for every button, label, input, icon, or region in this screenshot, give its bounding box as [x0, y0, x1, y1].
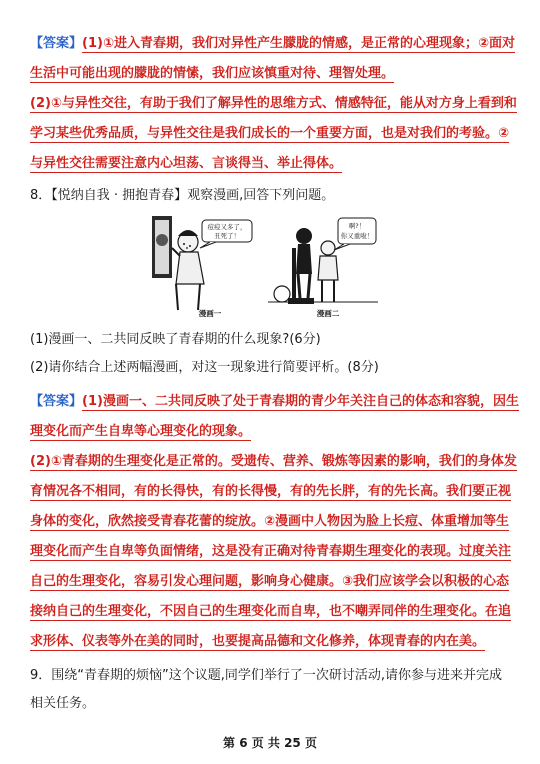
answer-text: 生活中可能出现的朦胧的情愫，我们应该慎重对待、理智处理。: [30, 66, 395, 81]
person-body: [176, 252, 204, 284]
answer2-line1: [30, 392, 520, 412]
speech-bubble-1-text: 痘痘又多了，丑死了！: [207, 223, 247, 240]
answer-text: 理变化而产生自卑等负面情绪，这是没有正确对待青春期生理变化的表现。过度关注: [30, 544, 512, 559]
answer-text: 自己的生理变化，容易引发心理问题，影响身心健康。③我们应该学会以积极的心态: [30, 574, 510, 589]
comic-figure: [150, 214, 380, 320]
answer-text: (2)①与异性交往，有助于我们了解异性的思维方式、情感特征，能从对方身上看到和: [30, 96, 517, 111]
answer2-line8: [30, 602, 520, 622]
question-8-title: 8．【悦纳自我 · 拥抱青春】观察漫画,回答下列问题。: [30, 188, 335, 203]
answer2-line7: [30, 572, 520, 592]
person-b-body: [318, 256, 338, 280]
person-hair: [178, 230, 198, 236]
answer-text: 求形体、仪表等外在美的同时，也要提高品德和文化修养，体现青春的内在美。: [30, 634, 486, 649]
answer1-line5: [30, 154, 520, 174]
answer2-line4: [30, 482, 520, 502]
answer1-line4: [30, 124, 520, 144]
answer-text: 育情况各不相同，有的长得快，有的长得慢，有的先长胖，有的先长高。我们要正视: [30, 484, 512, 499]
answer-text: (1)漫画一、二共同反映了处于青春期的青少年关注自己的体态和容貌，因生: [82, 394, 519, 409]
answer2-line3: [30, 452, 520, 472]
scale-weight: [274, 286, 290, 302]
answer-tag: 【答案】: [30, 36, 83, 51]
answer1-line1: [30, 34, 520, 54]
comic-two: [268, 218, 378, 318]
answer-text: (2)①青春期的生理变化是正常的。受遗传、营养、锻炼等因素的影响，我们的身体发: [30, 454, 517, 469]
mirror-reflection: [156, 234, 168, 246]
speech-bubble-2-text: 啊?！你又重啦！: [340, 222, 374, 240]
answer-text: 学习某些优秀品质，与异性交往是我们成长的一个重要方面，也是对我们的考验。②: [30, 126, 510, 141]
answer2-line6: [30, 542, 520, 562]
answer2-line9: [30, 632, 520, 652]
answer1-line3: [30, 94, 520, 114]
question-9-line2: 相关任务。: [30, 696, 96, 711]
answer2-line5: [30, 512, 520, 532]
answer-text: 接纳自己的生理变化，不因自己的生理变化而自卑，也不嘲弄同伴的生理变化。在追: [30, 604, 512, 619]
comic-caption-1: 漫画一: [198, 309, 222, 318]
scale-base: [288, 298, 314, 304]
answer1-line2: [30, 64, 520, 84]
person-a-head: [296, 228, 312, 244]
answer-tag: 【答案】: [30, 394, 83, 409]
answer-text: 身体的变化，欣然接受青春花蕾的绽放。②漫画中人物因为脸上长痘、体重增加等生: [30, 514, 510, 529]
mirror-glass: [155, 220, 169, 274]
comic-caption-2: 漫画二: [316, 309, 340, 318]
comic-one: [152, 216, 252, 318]
person-a-body: [296, 244, 312, 274]
answer-text: 理变化而产生自卑等心理变化的现象。: [30, 424, 252, 439]
person-b-head: [321, 241, 335, 255]
question-8-sub1: (1)漫画一、二共同反映了青春期的什么现象?(6分): [30, 332, 321, 347]
question-8-sub2: (2)请你结合上述两幅漫画，对这一现象进行简要评析。(8分): [30, 360, 379, 375]
answer-text: 与异性交往需要注意内心坦荡、言谈得当、举止得体。: [30, 156, 343, 171]
scale-pole: [292, 248, 296, 300]
page-footer: 第 6 页 共 25 页: [223, 736, 317, 750]
question-9-line1: 9．围绕“青春期的烦恼”这个议题,同学们举行了一次研讨活动,请你参与进来并完成: [30, 668, 503, 683]
answer2-line2: [30, 422, 520, 442]
answer-text: (1)①进入青春期，我们对异性产生朦胧的情感，是正常的心理现象；②面对: [82, 36, 515, 51]
